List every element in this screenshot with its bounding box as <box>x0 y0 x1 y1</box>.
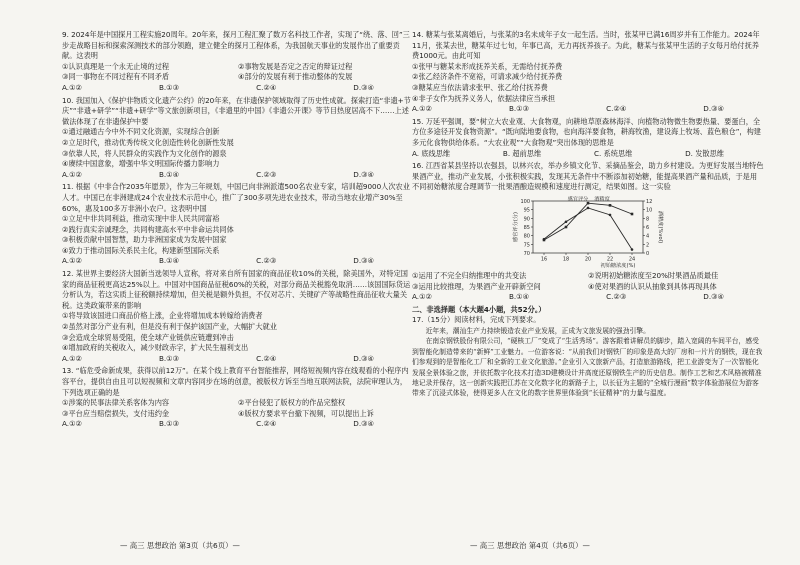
y-right-tick-label: 10 <box>646 207 653 214</box>
question-16-option-1: ①运用了不完全归纳推理中的共变法 <box>412 270 527 280</box>
question-14-option-4: ④非子女作为抚养义务人，依据法律应当承担 <box>412 93 556 103</box>
question-9-option-3: ③同一事物在不同过程有不同矛盾 <box>62 72 170 82</box>
question-16-choice-b: B.①④ <box>508 292 530 302</box>
question-9-choice-c: C.②④ <box>256 82 277 92</box>
question-12-stem: 12. 某世界主要经济大国新当选领导人宣称，将对来自所有国家的商品征收10%的关税，除美国外，对特定国家的商品征税更高达25%以上。中国对中国商品征税60%的关税，对部分商品关税豁免取消……该国国际货运分析认为，若这实质上征税额持续增加，但关税是额外负担，不仅对芯片、关键矿产等战略性商品征收大量关税。这类政策带来的影响 <box>62 269 411 310</box>
question-10 <box>62 96 414 181</box>
footer-page-4: — 高三 思想政治 第4页（共6页）— <box>470 541 590 550</box>
question-12-choice-d: D.③④ <box>353 353 374 363</box>
question-14-choice-b: B.①③ <box>508 104 530 114</box>
question-14-option-1: ①张甲与糖某未形成抚养关系，无需给付抚养费 <box>412 61 563 71</box>
question-11-stem: 11. 根据《中非合作2035年愿景》，作为三年规划，中国已向非洲派遣500名农业专家，培训超9000人次农业人才。中国已在非洲建成24个农业技术示范中心，推广了300多项先进农业技术，带动当地农业增产30%至60%，惠及100多万非洲小农户。这表明中国 <box>62 182 410 213</box>
left-column <box>62 30 414 432</box>
question-12-choice-a: A.①② <box>62 353 82 363</box>
y-right-tick-label: 4 <box>646 233 650 240</box>
question-9-choice-a: A.①② <box>62 82 82 92</box>
question-14-choice-a: A.①② <box>412 104 432 114</box>
question-10-option-2: ②立足时代，推动优秀传统文化创造性转化创新性发展 <box>62 137 234 147</box>
question-16-choice-c: C.②③ <box>606 292 627 302</box>
y-left-tick-label: 80 <box>523 233 530 240</box>
question-13-option-1: ①涉案的民事法律关系客体为内容 <box>62 398 170 408</box>
question-9 <box>62 30 414 94</box>
question-13-choice-c: C.②④ <box>256 419 277 429</box>
question-11 <box>62 182 414 267</box>
x-tick-label: 18 <box>562 256 570 263</box>
x-axis-label: 初始糖浓度(%) <box>600 262 636 269</box>
question-9-stem: 9. 2024年是中国探月工程实施20周年。20年来，探月工程汇聚了数万名科技工作者，实现了“绕、落、回”三步走战略目标和探索深测技术的部分领跑，建立健全的探月工程体系，为我国航天事业的发展作出了重要贡献。这表明 <box>62 30 410 61</box>
question-11-choice-b: B.①④ <box>158 256 180 266</box>
series-1-point <box>587 207 590 210</box>
question-14-option-2: ②张乙经济条件不宽裕，可请求减少给付抚养费 <box>412 72 563 82</box>
footer-page-3: — 高三 思想政治 第3页（共6页）— <box>120 541 240 550</box>
question-9-option-1: ①认识真理是一个永无止境的过程 <box>62 61 170 71</box>
question-15-stem: 15. 万延平强调，要“树立大农业观、大食物观，向耕地草原森林海洋、向植物动物微生物要热量、要蛋白，全方位多途径开发食物资源”。“既向陆地要食物，也向海洋要食物，耕海牧渔，建设海上牧场、蓝色粮仓”，构建多元化食物供给体系。“大农业观”“大食物观”突出体现的思维是 <box>412 116 761 147</box>
question-16-option-2: ②说明初始糖浓度至20%时果酒品质最佳 <box>588 270 719 280</box>
y-left-tick-label: 85 <box>523 224 530 231</box>
question-16-option-3: ③运用比较推理，为果酒产业开辟新空间 <box>412 281 541 291</box>
question-16 <box>412 161 764 303</box>
question-15-choice-a: A. 底线思维 <box>412 148 451 158</box>
question-16-choice-a: A.①② <box>412 292 432 302</box>
x-tick-label: 22 <box>606 256 614 263</box>
y-left-tick-label: 70 <box>523 250 530 257</box>
question-11-choice-c: C.②③ <box>256 256 277 266</box>
question-10-option-1: ①通过融通古今中外不同文化资源，实现综合创新 <box>62 127 220 137</box>
question-10-choice-b: B.①④ <box>158 169 180 179</box>
y-left-tick-label: 100 <box>520 198 530 205</box>
question-11-option-2: ②践行真实亲诚理念，共同构建高水平中非命运共同体 <box>62 224 234 234</box>
question-13-option-4: ④版权方要求平台撤下视频，可以提出上诉 <box>238 408 374 418</box>
y-left-tick-label: 95 <box>523 207 530 214</box>
section-heading: 二、非选择题（本大题4小题，共52分。） <box>412 304 546 314</box>
series-line-1 <box>544 208 632 250</box>
y-left-axis-label: 感官评分(分) <box>513 211 519 242</box>
series-2-point <box>543 239 546 242</box>
question-11-option-3: ③积极贡献中国智慧，助力非洲国家成为发展中国家 <box>62 235 227 245</box>
question-14-choice-c: C.②④ <box>606 104 627 114</box>
question-12-option-1: ①将导致该国进口商品价格上涨，企业将增加成本转嫁给消费者 <box>62 311 263 321</box>
question-10-stem: 10. 我国加入《保护非物质文化遗产公约》的20年来，在非遗保护领域取得了历史性成就。探索打造“非遗+节庆”“非遗+研学”“非遗+研学”等文旅创新项目，《非遗里的中国》《非遗公开课》等节目热度居高不下……上述做法体现了在非遗保护中要 <box>62 95 411 126</box>
series-label-1: 感官评分 <box>567 196 589 203</box>
y-right-tick-label: 8 <box>646 216 650 223</box>
question-13-choice-b: B.①③ <box>158 419 180 429</box>
question-11-choice-a: A.①② <box>62 256 82 266</box>
question-16-choice-d: D.③④ <box>703 292 724 302</box>
question-13-choice-d: D.③④ <box>353 419 374 429</box>
series-label-2: 酒精度 <box>594 196 610 203</box>
question-9-option-4: ④部分的发展有利于推动整体的发展 <box>238 72 353 82</box>
series-2-point <box>565 226 568 229</box>
y-right-tick-label: 0 <box>646 250 650 257</box>
question-10-choice-d: D.③④ <box>353 169 374 179</box>
chart-container <box>412 195 764 269</box>
question-16-stem: 16. 江西省某县坚持以农强县，以林兴农，举办乡镇文化节、采摘品鉴会，助力乡村建设。为更好发展当地特色果酒产业，推动产业发展，小张积极实践，发现其无条件中不断添加初始糖，能提高果酒产量和品质，于是用不同初始糖浓度合理调节一批果酒酿造规模和速度进行测定，结果如图。这一实验 <box>412 161 764 192</box>
question-17-passage-1: 近年来，潮汕生产力持续锻造农业产业发展，正成为文旅发展的强劲引擎。 <box>425 326 650 335</box>
series-2-point <box>631 213 634 216</box>
question-9-choice-b: B.①③ <box>158 82 180 92</box>
question-14 <box>412 30 764 115</box>
question-17 <box>412 315 764 398</box>
question-11-option-1: ①立足中非共同利益，推动实现中非人民共同富裕 <box>62 214 220 224</box>
question-13-choice-a: A.①② <box>62 419 82 429</box>
question-11-choice-d: D.③④ <box>353 256 374 266</box>
series-1-point <box>609 213 612 216</box>
question-12-choice-c: C.②④ <box>256 353 277 363</box>
question-10-choice-a: A.①② <box>62 169 82 179</box>
question-16-option-4: ④使对果酒的认识从抽象到具体再现具体 <box>588 281 717 291</box>
question-17-passage-2: 在南京钢铁股份有限公司，“硬核工厂”变成了“生活秀场”。游客跟着讲解员的脚步，踏入宽阔的车间平台，感受到智能化制造带来的“新鲜”工业魅力。一位游客说：“从前我们对钢铁厂的印象是高大的厂房和一片片的钢铁，现在我们参观到的是智能化工厂和全新的工业文化旅游。”企业引入文旅新产品，打造旅游路线，把工业游变为了一次智能化发展全景体验之旅，并依托数字化技术打造3D建模设计并高度还原钢铁生产的历史信息。制作工艺和艺术风格被精准地记录并保存，这一创新实践把江苏在文化数字化的新路子上，以长征为主题的“全城行漫画”数字体验游展位为游客带来了沉浸式体验，使得更多人在文化的数字世界里体验到“长征精神”的力量与温度。 <box>412 337 763 398</box>
question-15 <box>412 117 764 159</box>
right-column <box>412 30 764 401</box>
question-15-choice-b: B. 超前思维 <box>502 148 542 158</box>
question-14-stem: 14. 糖某与张某离婚后，与张某的3名未成年子女一起生活。当时，张某甲已满16周岁并有工作能力。2024年11月，张某去世，糖某年过七旬，年事已高，无力再抚养孩子。为此，糖某与张某甲生活的子女每月给付抚养费1000元。由此可知 <box>412 30 760 61</box>
question-13-option-3: ③平台应当赔偿损失，支付违约金 <box>62 408 170 418</box>
x-tick-label: 20 <box>584 256 592 263</box>
question-15-choice-c: C. 系统思维 <box>593 148 633 158</box>
y-left-tick-label: 90 <box>523 216 530 223</box>
question-14-choice-d: D.③④ <box>703 104 724 114</box>
question-12-option-2: ②虽然对部分产业有利，但是没有利于保护该国产业，大幅扩大就业 <box>62 322 277 332</box>
question-17-stem: 17.（15分）阅读材料，完成下列要求。 <box>412 315 541 325</box>
question-14-option-3: ③糖某应当依法请求张甲、张乙给付抚养费 <box>412 82 548 92</box>
y-right-tick-label: 2 <box>646 242 650 249</box>
x-tick-label: 16 <box>540 256 548 263</box>
y-right-tick-label: 12 <box>646 198 653 205</box>
question-13-option-2: ②平台侵犯了版权方的作品完整权 <box>238 398 346 408</box>
question-12-option-4: ④增加政府的关税收入，减少财政赤字，扩大民生福利支出 <box>62 343 249 353</box>
y-right-tick-label: 6 <box>646 224 650 231</box>
y-right-axis-label: 酒精度(%vol) <box>657 210 663 244</box>
question-15-choice-d: D. 发散思维 <box>685 148 724 158</box>
series-1-point <box>565 220 568 223</box>
question-12 <box>62 269 414 364</box>
question-10-option-4: ④赓续中国意象，增强中华文明国际传播力影响力 <box>62 159 220 169</box>
question-9-option-2: ②事物发展是否定之否定的辩证过程 <box>238 61 353 71</box>
question-11-option-4: ④致力于推动国际关系民主化，构建新型国际关系 <box>62 245 220 255</box>
question-10-option-3: ③依靠人民，将人民群众的实践作为文化创作的源泉 <box>62 148 227 158</box>
question-9-choice-d: D.③④ <box>353 82 374 92</box>
y-left-tick-label: 75 <box>523 242 530 249</box>
question-13 <box>62 366 414 430</box>
series-1-point <box>631 248 634 251</box>
x-tick-label: 24 <box>628 256 636 263</box>
sugar-chart <box>473 195 703 269</box>
question-12-option-3: ③会造成全球贸易受阻，使全球产业链供应链遭到冲击 <box>62 332 234 342</box>
question-12-choice-b: B.①③ <box>158 353 180 363</box>
question-10-choice-c: C.②③ <box>256 169 277 179</box>
series-2-point <box>609 204 612 207</box>
question-13-stem: 13. “临危受命新成果，获得以前12万”。在某个线上教育平台智能推荐，网络短视频内容在线观看的小程序内容平台，提供自由且可以短视频和文章内容同步在场的创意，被版权方诉至当地互联网法院，法院审理认为，下列选项正确的是 <box>62 366 409 397</box>
